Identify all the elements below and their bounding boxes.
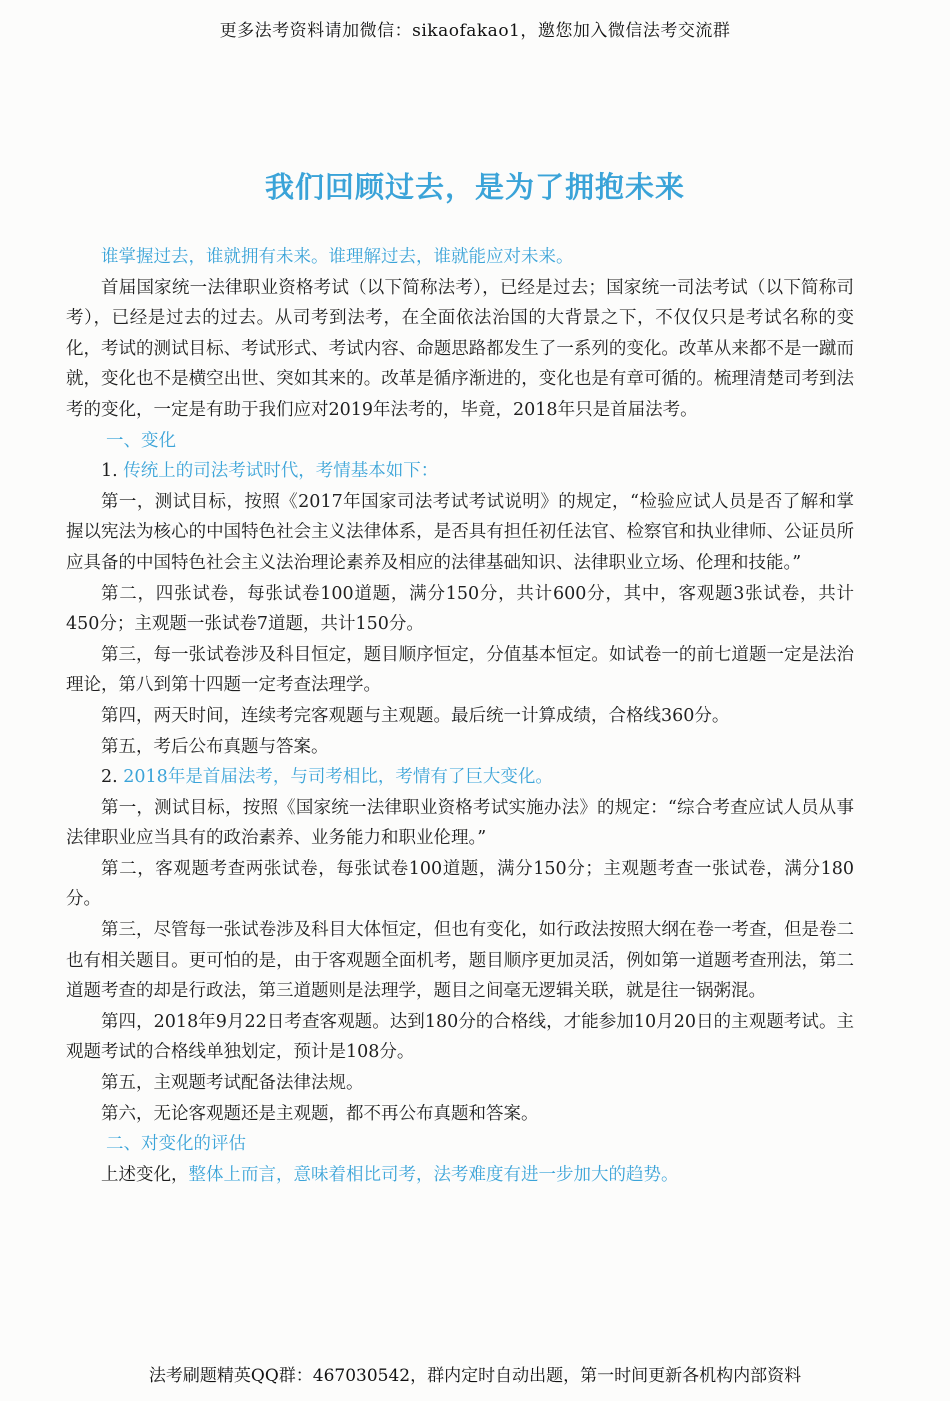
section-heading-evaluation: 二、对变化的评估 <box>106 1134 246 1155</box>
paragraph: 第四，2018年9月22日考查客观题。达到180分的合格线，才能参加10月20日的主观题考试。主观题考试的合格线单独划定，预计是108分。 <box>66 1011 854 1063</box>
paragraph: 第二，客观题考查两张试卷，每张试卷100道题，满分150分；主观题考查一张试卷，满分180分。 <box>66 858 854 910</box>
paragraph: 第五，主观题考试配备法律法规。 <box>101 1073 364 1094</box>
paragraph: 第一，测试目标，按照《国家统一法律职业资格考试实施办法》的规定：“综合考查应试人员从事法律职业应当具有的政治素养、业务能力和职业伦理。” <box>66 797 854 849</box>
subsection-2-number: 2. <box>101 767 118 788</box>
subsection-1-heading <box>66 456 854 487</box>
intro-paragraph: 首届国家统一法律职业资格考试（以下简称法考），已经是过去；国家统一司法考试（以下简称司考），已经是过去的过去。从司考到法考，在全面依法治国的大背景之下，不仅仅只是考试名称的变化，考试的测试目标、考试形式、考试内容、命题思路都发生了一系列的变化。改革从来都不是一蹴而就，变化也不是横空出世、突如其来的。改革是循序渐进的，变化也是有章可循的。梳理清楚司考到法考的变化，一定是有助于我们应对2019年法考的，毕竟，2018年只是首届法考。 <box>66 277 854 420</box>
top-promo-banner: 更多法考资料请加微信：sikaofakao1，邀您加入微信法考交流群 <box>219 21 731 41</box>
page-title: 我们回顾过去，是为了拥抱未来 <box>264 170 685 204</box>
subsection-1-number: 1. <box>101 461 118 482</box>
intro-quote: 谁掌握过去，谁就拥有未来。谁理解过去，谁就能应对未来。 <box>101 247 574 267</box>
article-body <box>66 242 854 1190</box>
section-heading-changes: 一、变化 <box>106 430 176 451</box>
evaluation-paragraph <box>66 1160 854 1191</box>
subsection-2-title: 2018年是首届法考，与司考相比，考情有了巨大变化。 <box>123 767 553 788</box>
paragraph: 第三，每一张试卷涉及科目恒定，题目顺序恒定，分值基本恒定。如试卷一的前七道题一定是法治理论，第八到第十四题一定考查法理学。 <box>66 644 854 696</box>
paragraph: 第二，四张试卷，每张试卷100道题，满分150分，共计600分，其中，客观题3张试卷，共计450分；主观题一张试卷7道题，共计150分。 <box>66 583 854 635</box>
subsection-2-heading <box>66 762 854 793</box>
subsection-1-title: 传统上的司法考试时代，考情基本如下： <box>123 461 439 482</box>
paragraph: 第四，两天时间，连续考完客观题与主观题。最后统一计算成绩，合格线360分。 <box>101 705 730 726</box>
paragraph: 第六，无论客观题还是主观题，都不再公布真题和答案。 <box>101 1103 539 1124</box>
evaluation-lead: 上述变化， <box>101 1164 189 1185</box>
paragraph: 第一，测试目标，按照《2017年国家司法考试考试说明》的规定，“检验应试人员是否了解和掌握以宪法为核心的中国特色社会主义法律体系，是否具有担任初任法官、检察官和执业律师、公证员所应具备的中国特色社会主义法治理论素养及相应的法律基础知识、法律职业立场、伦理和技能。” <box>66 491 854 573</box>
bottom-promo-banner: 法考刷题精英QQ群：467030542，群内定时自动出题，第一时间更新各机构内部资料 <box>148 1366 802 1386</box>
paragraph: 第三，尽管每一张试卷涉及科目大体恒定，但也有变化，如行政法按照大纲在卷一考查，但是卷二也有相关题目。更可怕的是，由于客观题全面机考，题目顺序更加灵活，例如第一道题考查刑法，第二道题考查的却是行政法，第三道题则是法理学，题目之间毫无逻辑关联，就是往一锅粥混。 <box>66 920 854 1002</box>
evaluation-highlight: 整体上而言，意味着相比司考，法考难度有进一步加大的趋势。 <box>188 1164 679 1185</box>
paragraph: 第五，考后公布真题与答案。 <box>101 736 329 757</box>
